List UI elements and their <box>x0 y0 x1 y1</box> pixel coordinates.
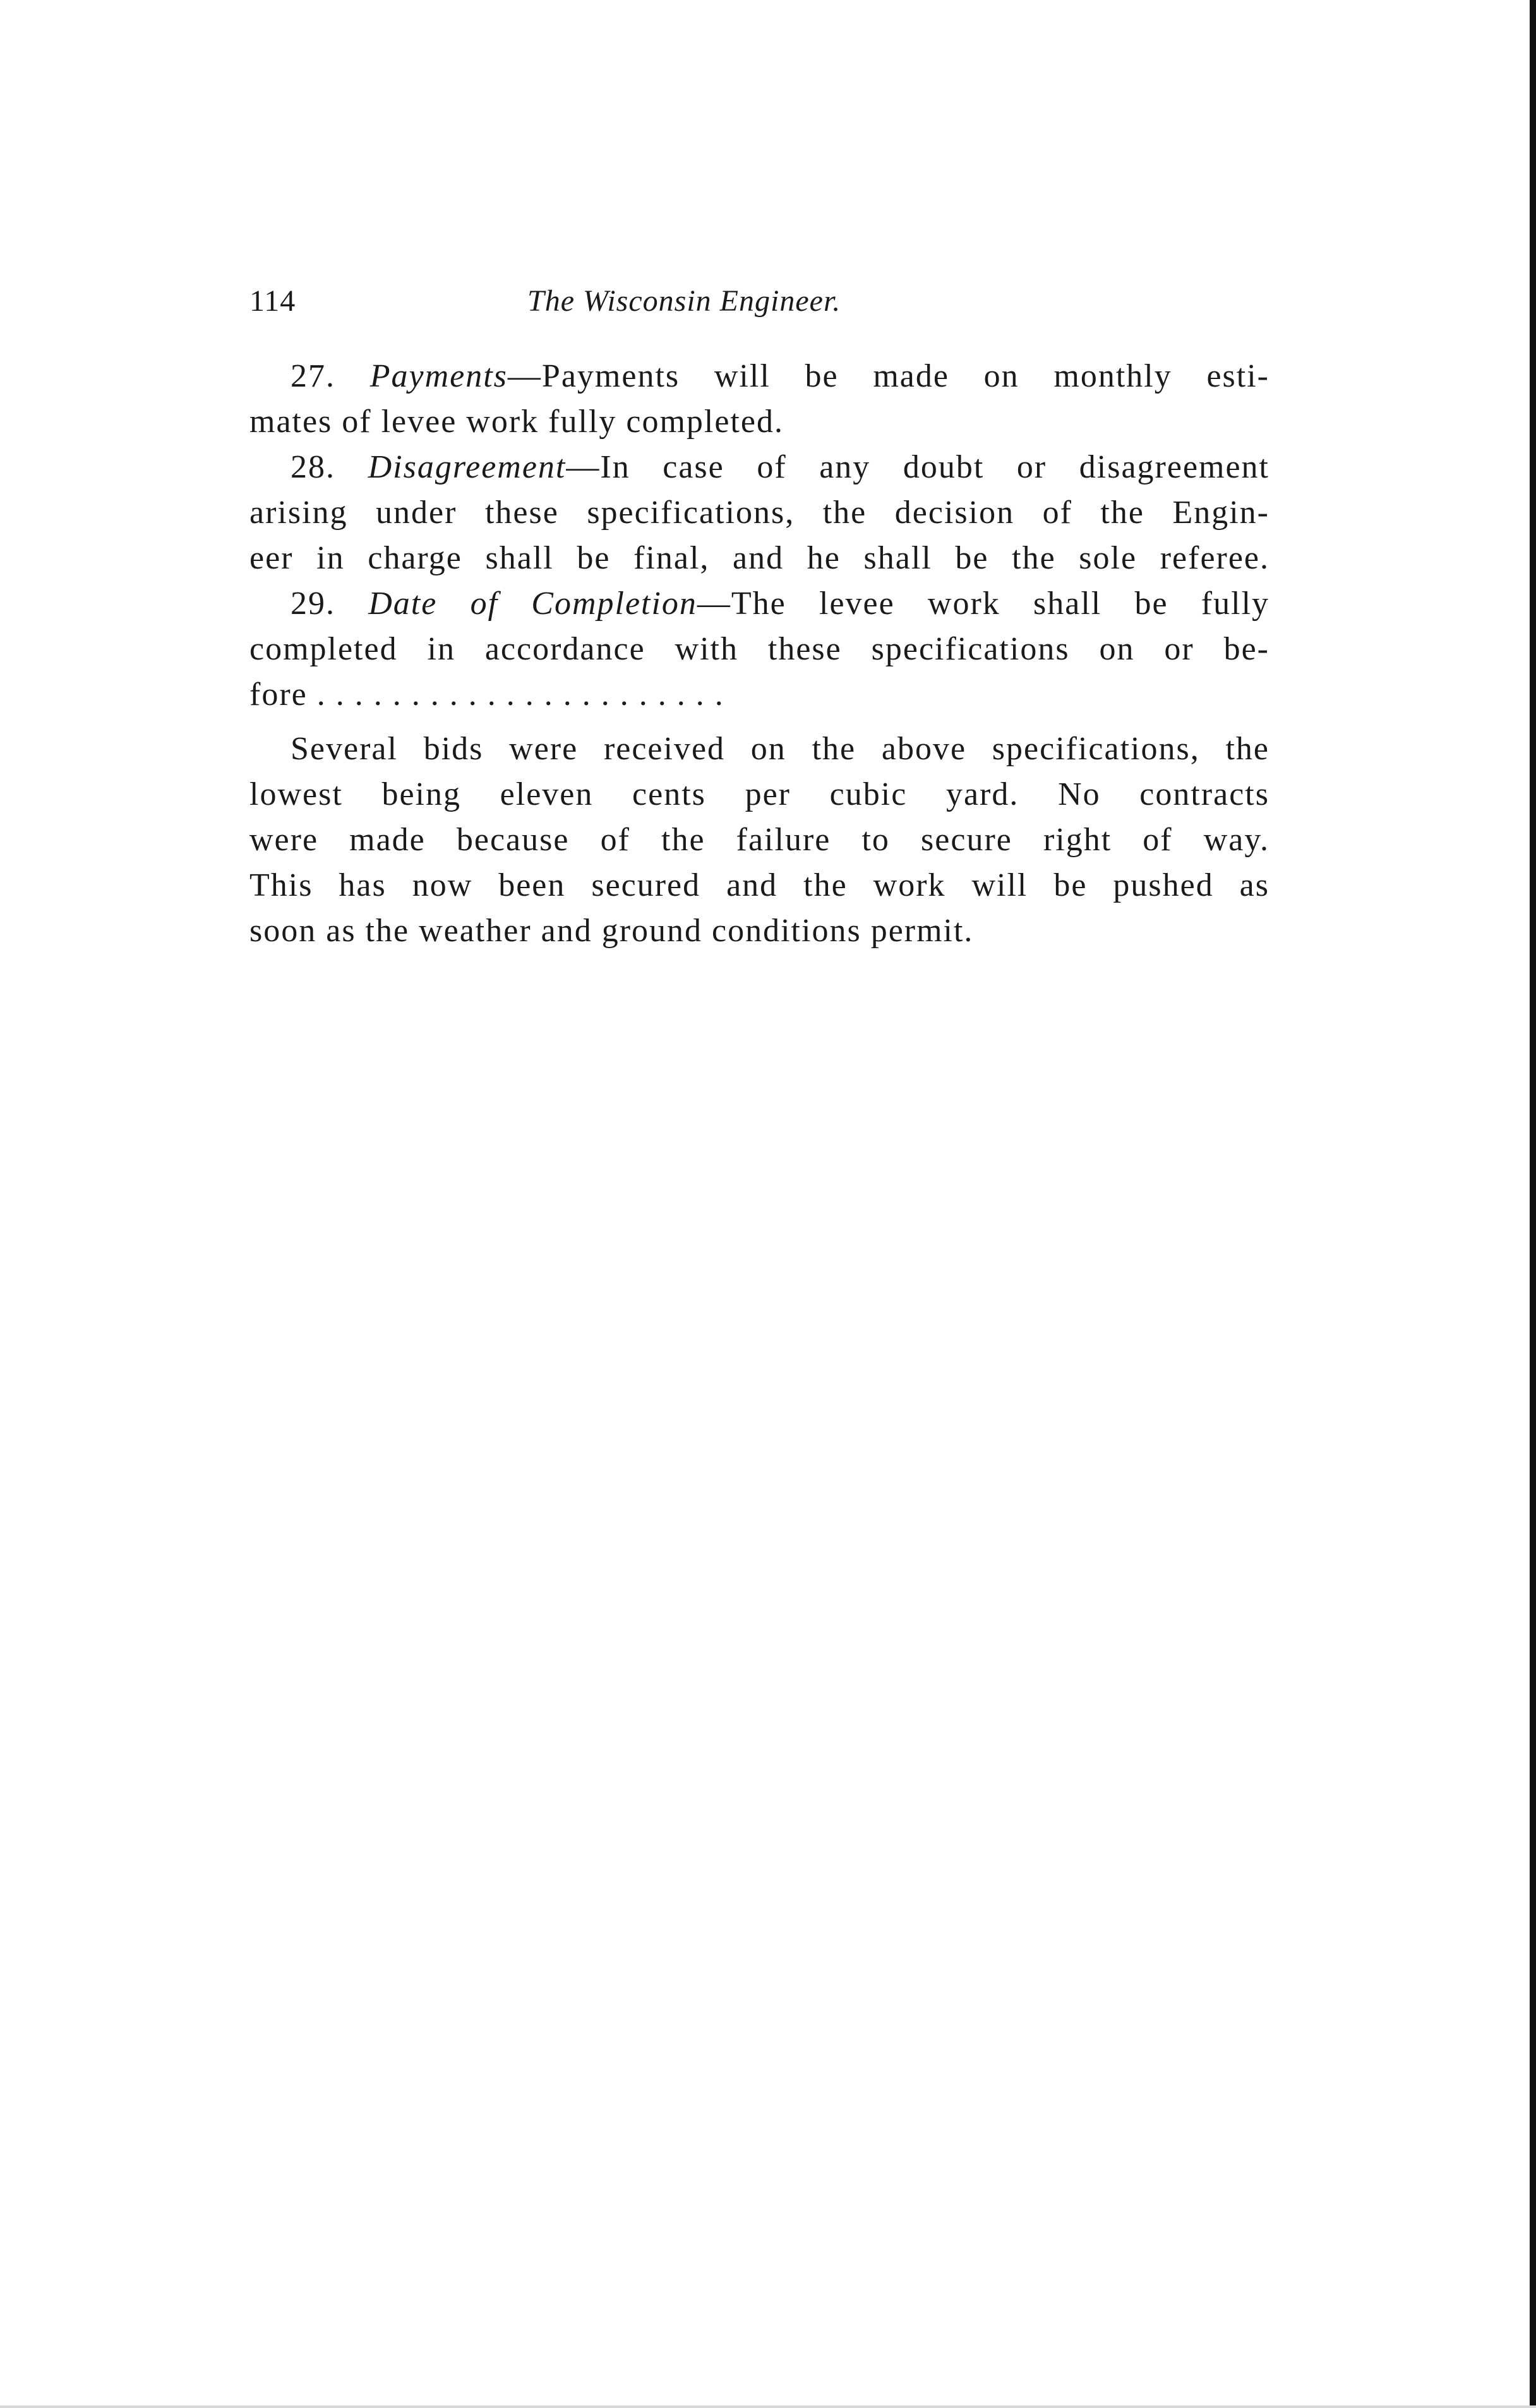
page-number: 114 <box>249 284 296 318</box>
text-line: eer in charge shall be final, and he shall be the sole referee. <box>249 540 1269 576</box>
scan-border-bottom <box>0 2405 1536 2408</box>
section-number: 28. <box>291 449 335 485</box>
running-head <box>249 279 1269 323</box>
text-line: mates of levee work fully completed. <box>249 404 784 440</box>
section-term: Date of Completion <box>368 586 697 622</box>
section-term: Payments <box>369 358 508 394</box>
text-line: fore . . . . . . . . . . . . . . . . . . . . . . <box>249 677 724 713</box>
text-line <box>249 354 1269 399</box>
paragraph-bids <box>249 726 1269 954</box>
line-text: —Payments will be made on monthly esti- <box>507 358 1270 394</box>
body-text <box>249 354 1269 954</box>
section-term: Disagreement <box>368 449 567 485</box>
text-line: Several bids were received on the above specifications, the <box>291 731 1269 767</box>
section-number: 27. <box>291 358 335 394</box>
scan-border-right <box>1530 0 1536 2408</box>
text-line: arising under these specifications, the decision of the Engin- <box>249 495 1269 531</box>
text-line: were made because of the failure to secure right of way. <box>249 822 1269 858</box>
paragraph-27 <box>249 354 1269 445</box>
text-line <box>249 445 1269 490</box>
paragraph-29 <box>249 581 1269 718</box>
section-number: 29. <box>291 586 335 622</box>
text-line: lowest being eleven cents per cubic yard. No contracts <box>249 776 1269 812</box>
text-line <box>249 581 1269 627</box>
text-line: completed in accordance with these specifications on or be- <box>249 631 1269 667</box>
text-line: This has now been secured and the work will be pushed as <box>249 867 1269 903</box>
journal-title: The Wisconsin Engineer. <box>527 284 841 318</box>
text-line: soon as the weather and ground conditions permit. <box>249 913 974 949</box>
line-text: —In case of any doubt or disagreement <box>566 449 1269 485</box>
paragraph-28 <box>249 445 1269 581</box>
line-text: —The levee work shall be fully <box>697 586 1270 622</box>
